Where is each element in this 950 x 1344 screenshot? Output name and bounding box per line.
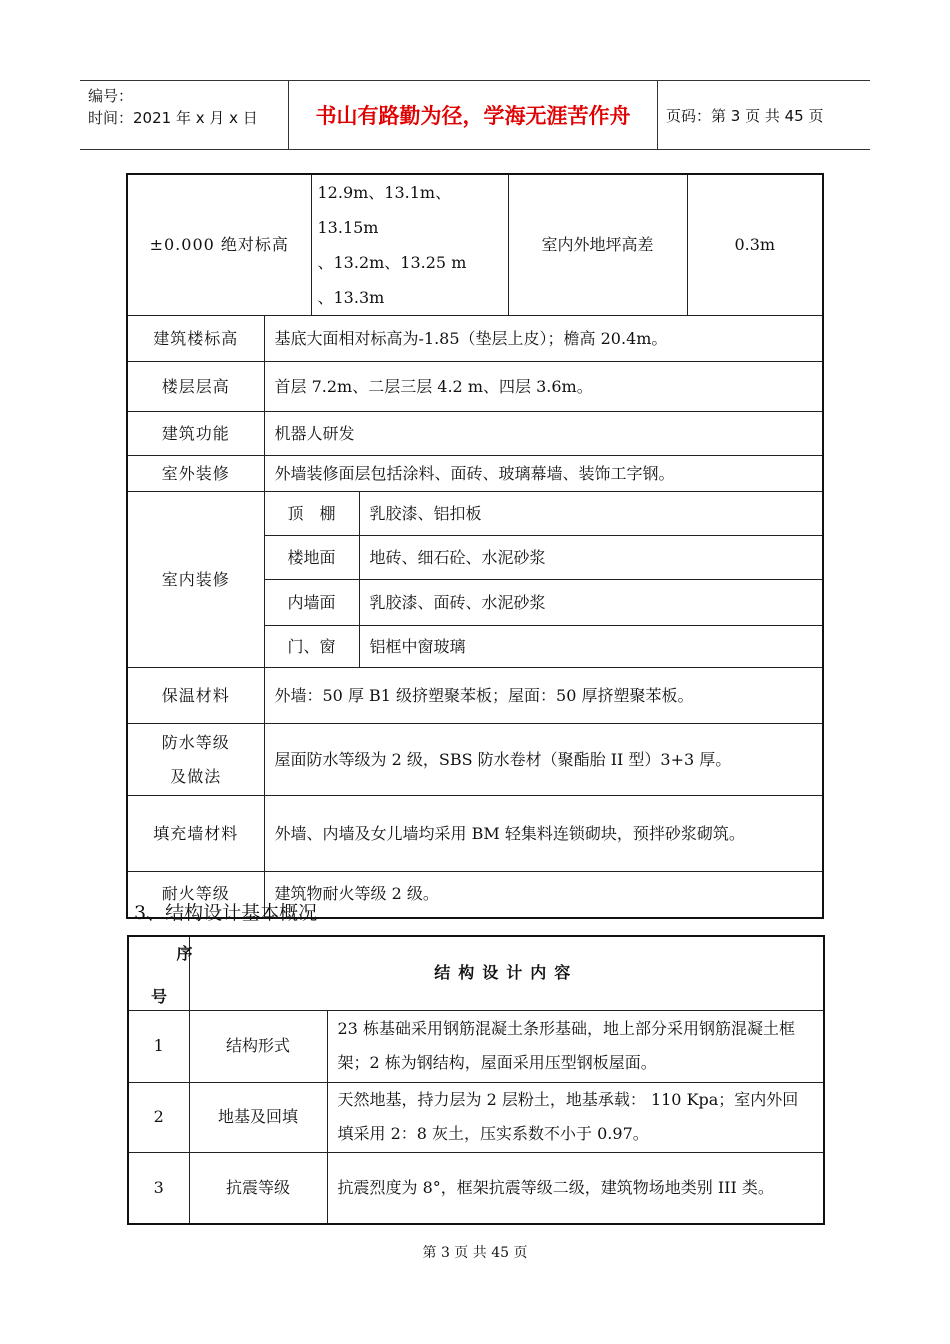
waterproof-label-line1: 防水等级: [161, 732, 230, 752]
row-value: 建筑物耐火等级 2 级。: [264, 872, 823, 918]
interior-value: 铝框中窗玻璃: [359, 626, 823, 668]
interior-part: 门、窗: [264, 626, 359, 668]
table-row: [127, 362, 823, 412]
table-header-row: [128, 936, 824, 1010]
height-diff-label: 室内外地坪高差: [508, 174, 687, 316]
height-diff-value: 0.3m: [687, 174, 823, 316]
row-label: 填充墙材料: [127, 796, 264, 872]
row-label: 建筑功能: [127, 412, 264, 456]
row-label: 楼层层高: [127, 362, 264, 412]
row-value: 首层 7.2m、二层三层 4.2 m、四层 3.6m。: [264, 362, 823, 412]
row-value: 外墙装修面层包括涂料、面砖、玻璃幕墙、装饰工字钢。: [264, 456, 823, 492]
waterproof-label: [127, 724, 264, 796]
waterproof-label-line2: 及做法: [170, 766, 222, 786]
row-value: 外墙、内墙及女儿墙均采用 BM 轻集料连锁砌块，预拌砂浆砌筑。: [264, 796, 823, 872]
row-label: 建筑楼标高: [127, 316, 264, 362]
row-value: 基底大面相对标高为-1.85（垫层上皮）；檐高 20.4m。: [264, 316, 823, 362]
table-row: [128, 1010, 824, 1082]
table-row: [127, 492, 823, 536]
row-item: 地基及回填: [189, 1082, 327, 1152]
row-value: 外墙：50 厚 B1 级挤塑聚苯板；屋面：50 厚挤塑聚苯板。: [264, 668, 823, 724]
header-num-cell: [128, 936, 193, 1010]
header-page-info: 页码：第 3 页 共 45 页: [666, 106, 824, 125]
row-label: 保温材料: [127, 668, 264, 724]
interior-value: 乳胶漆、面砖、水泥砂浆: [359, 580, 823, 626]
row-item: 结构形式: [189, 1010, 327, 1082]
table-row: [127, 316, 823, 362]
building-overview-table: [126, 173, 824, 919]
table-row: [128, 1082, 824, 1152]
elevation-value-2: 、13.2m、13.25 m: [317, 253, 467, 272]
doc-time-label: 时间：2021 年 x 月 x 日: [88, 109, 258, 127]
elevation-value-1: 12.9m、13.1m、13.15m: [317, 183, 452, 237]
row-value: 23 栋基础采用钢筋混凝土条形基础，地上部分采用钢筋混凝土框架；2 栋为钢结构，屋面采用压型钢板屋面。: [327, 1010, 824, 1082]
page-footer: 第 3 页 共 45 页: [422, 1245, 528, 1261]
table-row: [127, 796, 823, 872]
interior-part: 内墙面: [264, 580, 359, 626]
row-value: 天然地基，持力层为 2 层粉土，地基承载： 110 Kpa；室内外回填采用 2：8 灰土，压实系数不小于 0.97。: [327, 1082, 824, 1152]
table-row: [127, 456, 823, 492]
row-value: 屋面防水等级为 2 级，SBS 防水卷材（聚酯胎 II 型）3+3 厚。: [264, 724, 823, 796]
elevation-value-3: 、13.3m: [317, 288, 385, 307]
elevation-values: [311, 174, 508, 316]
interior-value: 地砖、细石砼、水泥砂浆: [359, 536, 823, 580]
row-item: 抗震等级: [189, 1152, 327, 1224]
row-num: 1: [128, 1010, 189, 1082]
row-num: 3: [128, 1152, 189, 1224]
row-label: 耐火等级: [127, 872, 264, 918]
interior-value: 乳胶漆、铝扣板: [359, 492, 823, 536]
row-label: 室外装修: [127, 456, 264, 492]
header-content: 结构设计内容: [189, 936, 824, 1010]
section-title: 3、结构设计基本概况: [134, 902, 318, 924]
table-row: [127, 724, 823, 796]
table-row: [128, 1152, 824, 1224]
interior-part: 顶 棚: [264, 492, 359, 536]
header-num-bottom: 号: [151, 986, 168, 1006]
header-num-top: 序: [176, 944, 193, 963]
doc-number-label: 编号：: [88, 87, 134, 105]
row-value: 机器人研发: [264, 412, 823, 456]
structure-design-table: [127, 935, 825, 1225]
interior-label: 室内装修: [127, 492, 264, 668]
row-num: 2: [128, 1082, 189, 1152]
table-row: [127, 412, 823, 456]
table-row: [127, 668, 823, 724]
header-motto: 书山有路勤为径，学海无涯苦作舟: [288, 81, 658, 149]
header-left: [88, 85, 258, 129]
interior-part: 楼地面: [264, 536, 359, 580]
page-header: [80, 80, 870, 150]
row-value: 抗震烈度为 8°，框架抗震等级二级，建筑物场地类别 III 类。: [327, 1152, 824, 1224]
elevation-label: ±0.000 绝对标高: [127, 174, 311, 316]
table-row: [127, 174, 823, 316]
